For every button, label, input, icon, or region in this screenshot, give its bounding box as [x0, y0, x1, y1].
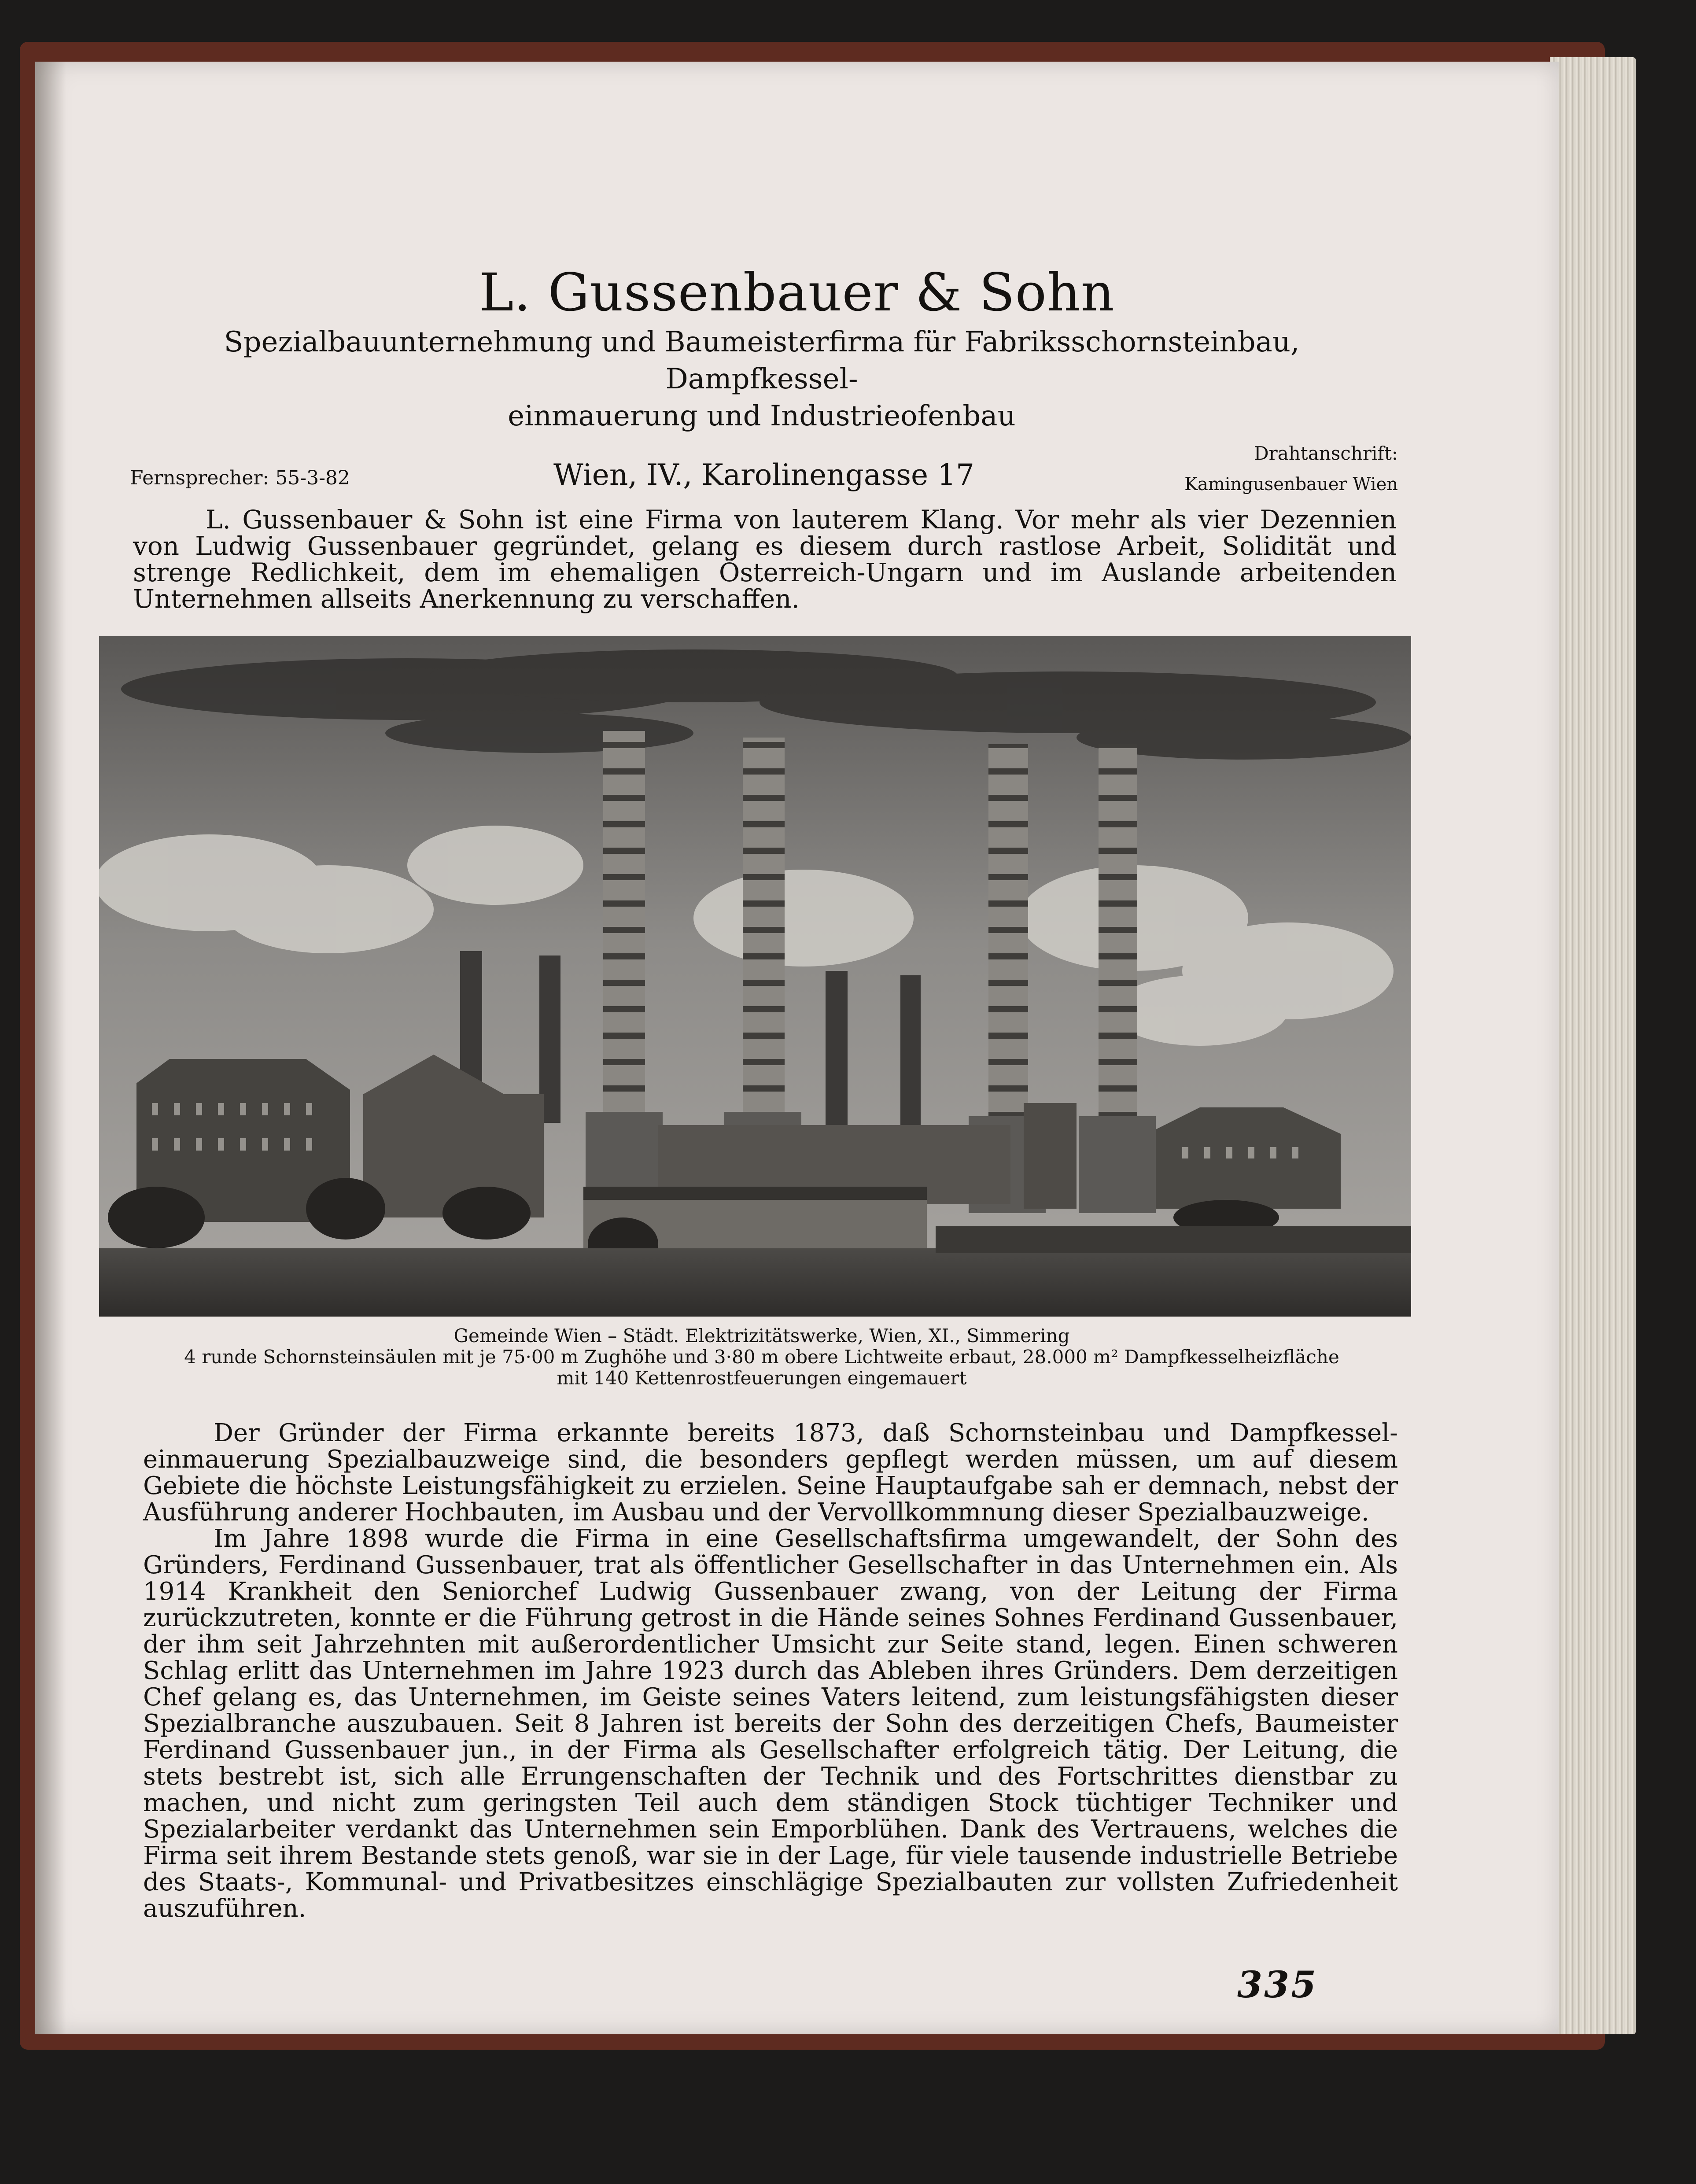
body-paragraph-1: Der Gründer der Firma erkannte bereits 1873, daß Schornsteinbau und Dampfkessel-einmauerung Spezialbauzweige sind, die besonders gepflegt werden müssen, um auf diesem Gebiete die höchste Leistungsfähigkeit zu erzielen. Seine Hauptaufgabe sah er demnach, nebst der Ausführung anderer Hochbauten, im Ausbau und der Vervollkommnung dieser Spezialbauzweige.: [143, 1419, 1398, 1527]
caption-line-1: Gemeinde Wien – Städt. Elektrizitätswerke, Wien, XI., Simmering: [453, 1325, 1070, 1347]
contact-row: [130, 438, 1398, 504]
spine-shadow: [35, 62, 66, 2034]
caption-line-3: mit 140 Kettenrostfeuerungen eingemauert: [557, 1367, 967, 1389]
intro-paragraph: L. Gussenbauer & Sohn ist eine Firma von lauterem Klang. Vor mehr als vier Dezennien von Ludwig Gussenbauer gegründet, gelang es diesem durch rastlose Arbeit, Solidität und strenge Redlichkeit, dem im ehemaligen Österreich-Ungarn und im Auslande arbeitenden Unternehmen allseits Anerkennung zu verschaffen.: [133, 505, 1397, 614]
company-history-text: [143, 1420, 1398, 1922]
page-number: 335: [1237, 1964, 1318, 2006]
caption-line-2: 4 runde Schornsteinsäulen mit je 75·00 m Zughöhe und 3·80 m obere Lichtweite erbaut, 28.000 m² Dampfkesselheizfläche: [184, 1346, 1339, 1368]
street-address: Wien, IV., Karolinengasse 17: [553, 458, 975, 492]
company-subtitle: [141, 324, 1383, 435]
telegram-address: Kamingusenbauer Wien: [1184, 474, 1398, 494]
page-edges: [1550, 57, 1636, 2034]
book-page: [35, 62, 1559, 2034]
photo-caption: [123, 1325, 1400, 1389]
power-plant-photo: [99, 636, 1411, 1317]
telegram-address-block: [1184, 438, 1398, 500]
phone-number: Fernsprecher: 55-3-82: [130, 467, 350, 489]
subtitle-line-1: Spezialbauunternehmung und Baumeisterfirma für Fabriksschornsteinbau, Dampfkessel-: [224, 326, 1300, 395]
telegram-label: Drahtanschrift:: [1254, 443, 1398, 464]
subtitle-line-2: einmauerung und Industrieofenbau: [508, 400, 1016, 432]
company-title: L. Gussenbauer & Sohn: [479, 262, 1115, 323]
body-paragraph-2: Im Jahre 1898 wurde die Firma in eine Gesellschaftsfirma umgewandelt, der Sohn des Gründers, Ferdinand Gussenbauer, trat als öffentlicher Gesellschafter in das Unternehmen ein. Als 1914 Krankheit den Seniorchef Ludwig Gussenbauer zwang, von der Leitung der Firma zurückzutreten, konnte er die Führung getrost in die Hände seines Sohnes Ferdinand Gussenbauer, der ihm seit Jahrzehnten mit außerordentlicher Umsicht zur Seite stand, legen. Einen schweren Schlag erlitt das Unternehmen im Jahre 1923 durch das Ableben ihres Gründers. Dem derzeitigen Chef gelang es, das Unternehmen, im Geiste seines Vaters leitend, zum leistungsfähigsten dieser Spezialbranche auszubauen. Seit 8 Jahren ist bereits der Sohn des derzeitigen Chefs, Baumeister Ferdinand Gussenbauer jun., in der Firma als Gesellschafter erfolgreich tätig. Der Leitung, die stets bestrebt ist, sich alle Errungenschaften der Technik und des Fortschrittes dienstbar zu machen, und nicht zum geringsten Teil auch dem ständigen Stock tüchtiger Techniker und Spezialarbeiter verdankt das Unternehmen sein Emporblühen. Dank des Vertrauens, welches die Firma seit ihrem Bestande stets genoß, war sie in der Lage, für viele tausende industrielle Betriebe des Staats-, Kommunal- und Privatbesitzes einschlägige Spezialbauten zur vollsten Zufriedenheit auszuführen.: [143, 1524, 1398, 1923]
